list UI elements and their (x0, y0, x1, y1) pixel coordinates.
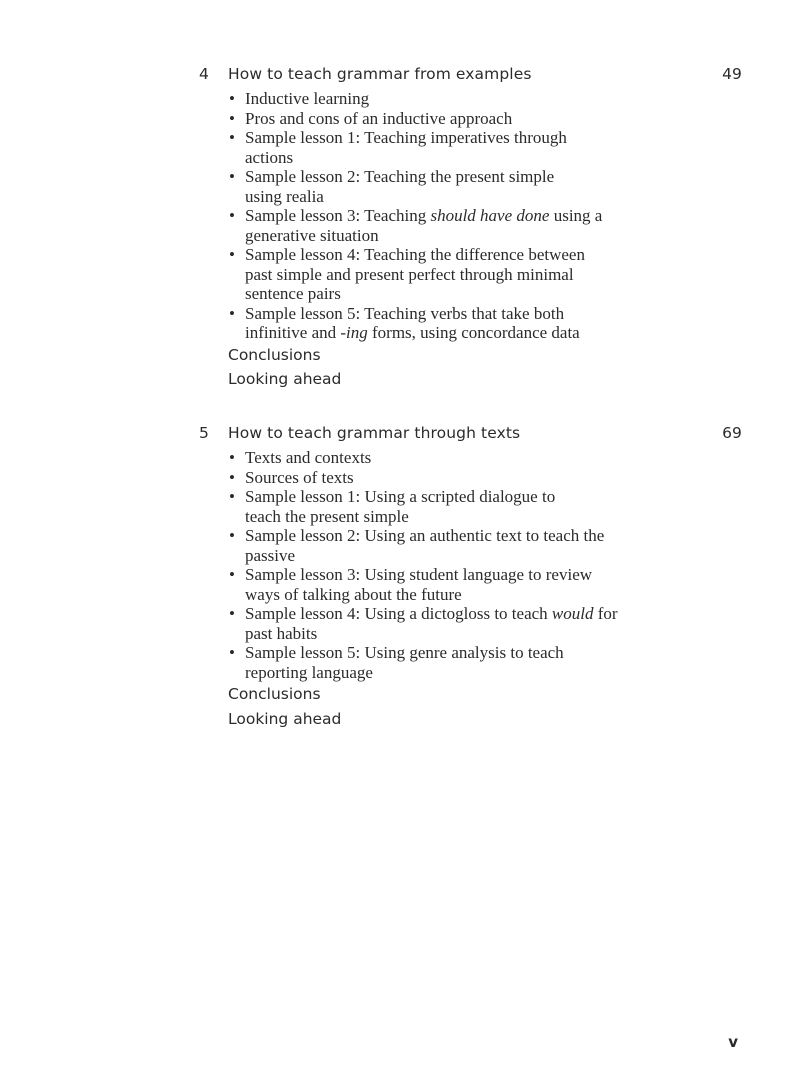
list-item: • Sample lesson 5: Teaching verbs that take both infinitive and -ing forms, using concordance data (229, 303, 580, 342)
bullet-icon: • (229, 643, 235, 662)
chapter-5 (0, 424, 808, 731)
bullet-icon: • (229, 487, 235, 506)
list-item: • Sample lesson 2: Teaching the present simple using realia (229, 167, 555, 206)
page-folio: v (728, 1033, 738, 1051)
bullet-icon: • (229, 206, 235, 225)
looking-ahead-heading: Looking ahead (228, 709, 342, 728)
list-item: • Sample lesson 1: Using a scripted dialogue to teach the present simple (229, 487, 556, 526)
list-item: • Sample lesson 4: Teaching the difference between past simple and present perfect through minimal sentence pairs (229, 245, 585, 303)
list-item: • Pros and cons of an inductive approach (229, 108, 513, 128)
chapter-4 (0, 65, 808, 392)
list-item: • Sample lesson 1: Teaching imperatives through actions (229, 128, 567, 167)
conclusions-heading: Conclusions (228, 685, 321, 703)
topic-list (228, 89, 628, 343)
bullet-icon: • (229, 448, 235, 467)
list-item: • Sample lesson 4: Using a dictogloss to teach would for past habits (229, 604, 618, 643)
list-item: • Sources of texts (229, 467, 354, 487)
looking-ahead-heading: Looking ahead (228, 370, 342, 388)
bullet-icon: • (229, 467, 235, 487)
bullet-icon: • (229, 167, 235, 186)
chapter-page-number: 49 (722, 65, 742, 83)
bullet-icon: • (229, 604, 235, 623)
list-item: • Sample lesson 2: Using an authentic text to teach the passive (229, 526, 605, 565)
conclusions-heading: Conclusions (228, 345, 321, 364)
chapter-title: How to teach grammar through texts (228, 424, 521, 442)
list-item: • Sample lesson 3: Using student language to review ways of talking about the future (229, 565, 593, 604)
chapter-title: How to teach grammar from examples (228, 65, 532, 83)
topic-list (228, 448, 628, 682)
list-item: • Texts and contexts (229, 448, 372, 467)
bullet-icon: • (229, 565, 235, 584)
chapter-number: 5 (199, 424, 209, 442)
bullet-icon: • (229, 245, 235, 264)
bullet-icon: • (229, 128, 235, 147)
chapter-heading (0, 424, 808, 448)
list-item: • Inductive learning (229, 89, 370, 108)
bullet-icon: • (229, 89, 235, 108)
bullet-icon: • (229, 303, 235, 323)
chapter-number: 4 (199, 65, 209, 83)
chapter-heading (0, 65, 808, 89)
list-item: • Sample lesson 5: Using genre analysis to teach reporting language (229, 643, 564, 682)
bullet-icon: • (229, 526, 235, 545)
chapter-page-number: 69 (722, 424, 742, 442)
bullet-icon: • (229, 108, 235, 128)
list-item: • Sample lesson 3: Teaching should have done using a generative situation (229, 206, 603, 245)
